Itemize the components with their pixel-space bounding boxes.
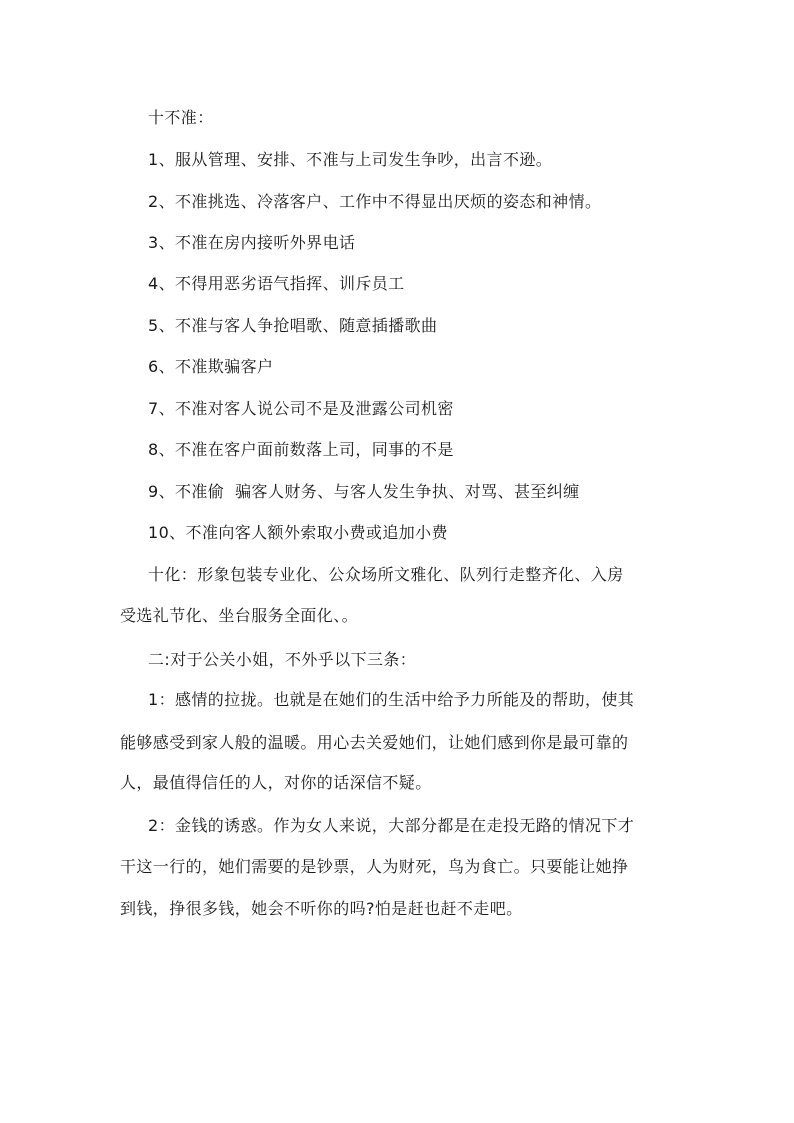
rule-item-9: 9、不准偷 骗客人财务、与客人发生争执、对骂、甚至纠缠 bbox=[148, 482, 580, 501]
point-one-line-2: 能够感受到家人般的温暖。用心去关爱她们，让她们感到你是最可靠的 bbox=[120, 733, 629, 752]
point-two-line-3: 到钱，挣很多钱，她会不听你的吗?怕是赶也赶不走吧。 bbox=[120, 899, 523, 918]
section-heading-two: 二:对于公关小姐，不外乎以下三条： bbox=[148, 650, 417, 669]
ten-hua-paragraph-line-1: 十化：形象包装专业化、公众场所文雅化、队列行走整齐化、入房 bbox=[148, 565, 624, 584]
rule-item-6: 6、不准欺骗客户 bbox=[148, 357, 274, 376]
ten-hua-paragraph-line-2: 受选礼节化、坐台服务全面化、。 bbox=[120, 606, 359, 625]
rule-item-5: 5、不准与客人争抢唱歌、随意插播歌曲 bbox=[148, 316, 438, 335]
rule-item-7: 7、不准对客人说公司不是及泄露公司机密 bbox=[148, 399, 454, 418]
rule-item-10: 10、不准向客人额外索取小费或追加小费 bbox=[148, 523, 448, 542]
point-two-line-1: 2：金钱的诱惑。作为女人来说，大部分都是在走投无路的情况下才 bbox=[148, 816, 635, 835]
rule-item-1: 1、服从管理、安排、不准与上司发生争吵，出言不逊。 bbox=[148, 150, 553, 169]
rule-item-4: 4、不得用恶劣语气指挥、训斥员工 bbox=[148, 274, 405, 293]
rule-item-2: 2、不准挑选、冷落客户、工作中不得显出厌烦的姿态和神情。 bbox=[148, 192, 602, 211]
point-one-line-1: 1：感情的拉拢。也就是在她们的生活中给予力所能及的帮助，使其 bbox=[148, 690, 635, 709]
point-two-line-2: 干这一行的，她们需要的是钞票，人为财死，鸟为食亡。只要能让她挣 bbox=[120, 857, 629, 876]
section-heading-ten-forbidden: 十不准： bbox=[148, 108, 214, 127]
rule-item-8: 8、不准在客户面前数落上司，同事的不是 bbox=[148, 440, 454, 459]
rule-item-3: 3、不准在房内接听外界电话 bbox=[148, 233, 356, 252]
point-one-line-3: 人，最值得信任的人，对你的话深信不疑。 bbox=[120, 773, 432, 792]
